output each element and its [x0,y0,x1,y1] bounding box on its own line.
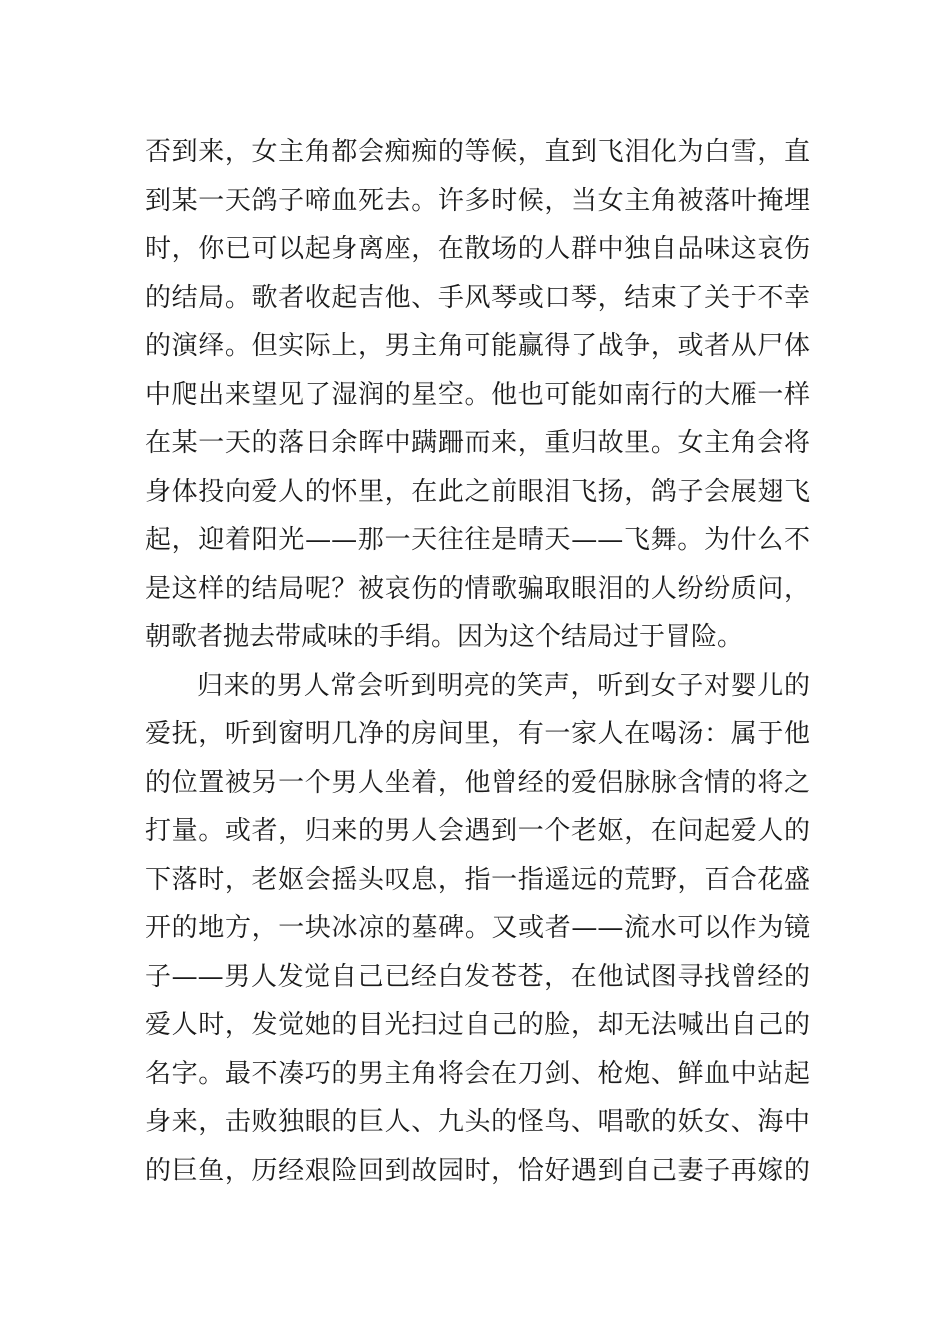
text-line: 时，你已可以起身离座，在散场的人群中独自品味这哀伤 [145,234,810,264]
text-line: 身来，击败独眼的巨人、九头的怪鸟、唱歌的妖女、海中 [145,1107,810,1137]
text-line: 打量。或者，归来的男人会遇到一个老妪，在问起爱人的 [145,816,810,846]
text-line: 名字。最不凑巧的男主角将会在刀剑、枪炮、鲜血中站起 [145,1058,810,1089]
text-line: 起，迎着阳光——那一天往往是晴天——飞舞。为什么不 [145,525,810,555]
text-line: 是这样的结局呢？被哀伤的情歌骗取眼泪的人纷纷质问， [145,573,810,604]
text-line: 的结局。歌者收起吉他、手风琴或口琴，结束了关于不幸 [145,282,810,313]
text-line: 身体投向爱人的怀里，在此之前眼泪飞扬，鸽子会展翅飞 [145,476,810,507]
paragraph-first-line: 归来的男人常会听到明亮的笑声，听到女子对婴儿的 [197,670,810,701]
text-line: 的位置被另一个男人坐着，他曾经的爱侣脉脉含情的将之 [145,767,810,798]
text-line: 在某一天的落日余晖中蹒跚而来，重归故里。女主角会将 [145,428,810,458]
text-line: 子——男人发觉自己已经白发苍苍，在他试图寻找曾经的 [145,961,810,992]
text-line: 下落时，老妪会摇头叹息，指一指遥远的荒野，百合花盛 [145,864,810,895]
text-line: 的演绎。但实际上，男主角可能赢得了战争，或者从尸体 [145,331,810,361]
text-line: 到某一天鸽子啼血死去。许多时候，当女主角被落叶掩埋 [145,185,810,216]
text-line: 开的地方，一块冰凉的墓碑。又或者——流水可以作为镜 [145,913,810,943]
text-line: 爱抚，听到窗明几净的房间里，有一家人在喝汤：属于他 [145,719,810,749]
body-text [145,128,810,1195]
text-line: 爱人时，发觉她的目光扫过自己的脸，却无法喊出自己的 [145,1010,810,1040]
paragraph-last-line: 朝歌者抛去带咸味的手绢。因为这个结局过于冒险。 [145,622,744,652]
text-line: 的巨鱼，历经艰险回到故园时，恰好遇到自己妻子再嫁的 [145,1155,810,1186]
text-line: 否到来，女主角都会痴痴的等候，直到飞泪化为白雪，直 [145,137,810,167]
text-line: 中爬出来望见了湿润的星空。他也可能如南行的大雁一样 [145,379,810,410]
